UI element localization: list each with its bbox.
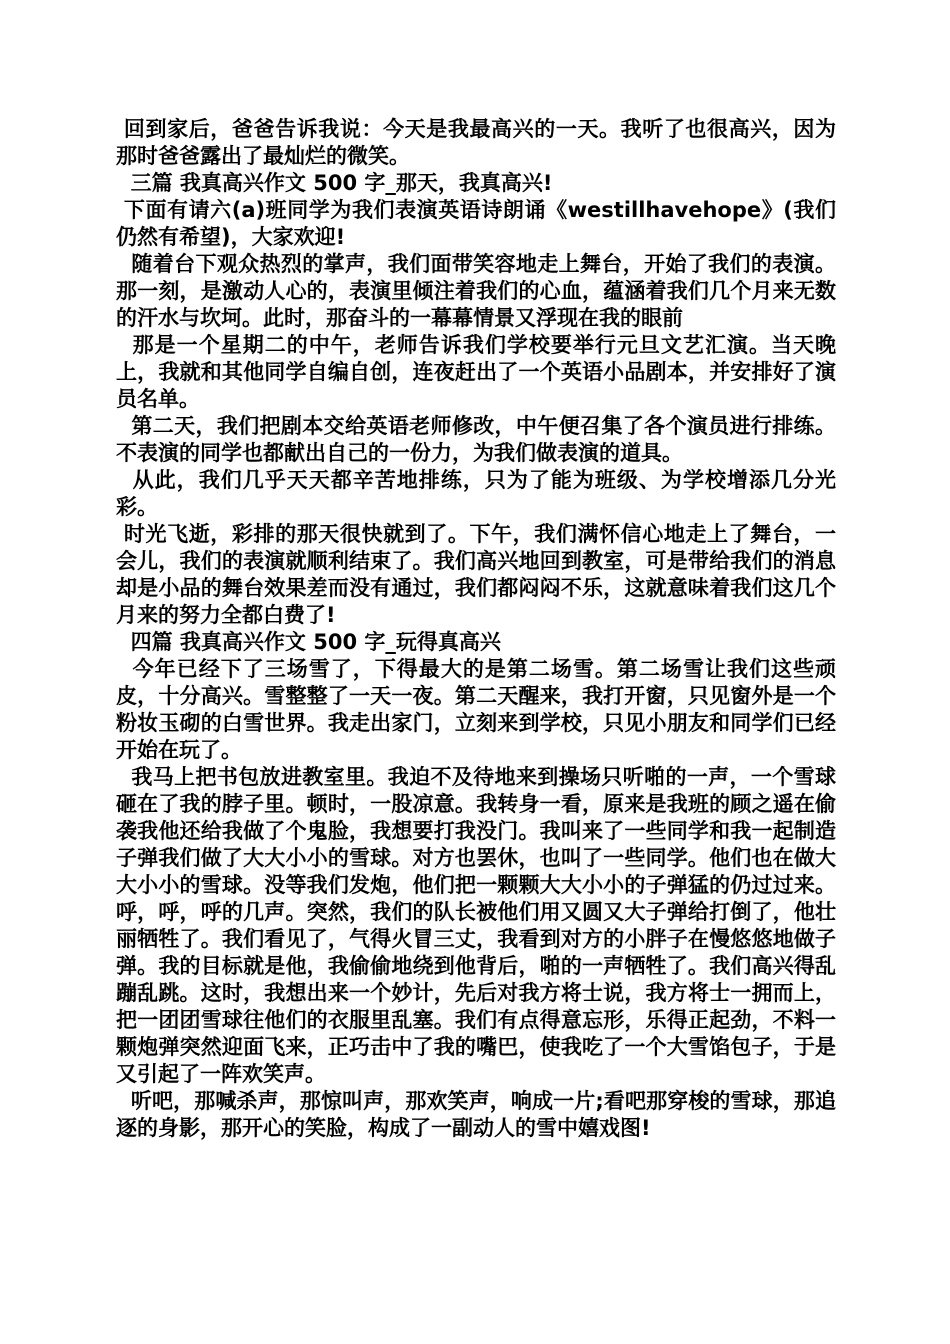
paragraph-7: 时光飞逝，彩排的那天很快就到了。下午，我们满怀信心地走上了舞台，一会儿，我们的表演就顺利结束了。我们高兴地回到教室，可是带给我们的消息却是小品的舞台效果差而没有通过，我们都闷闷不乐，这就意味着我们这几个月来的努力全都白费了! (116, 522, 837, 627)
section-heading-4: 四篇 我真高兴作文 500 字_玩得真高兴 (116, 630, 501, 654)
paragraph-2: 下面有请六(a)班同学为我们表演英语诗朗诵《westillhavehope》(我们仍然有希望)，大家欢迎! (116, 198, 836, 249)
paragraph-4: 那是一个星期二的中午，老师告诉我们学校要举行元旦文艺汇演。当天晚上，我就和其他同学自编自创，连夜赶出了一个英语小品剧本，并安排好了演员名单。 (116, 333, 837, 411)
paragraph-1: 回到家后，爸爸告诉我说：今天是我最高兴的一天。我听了也很高兴，因为那时爸爸露出了最灿烂的微笑。 (116, 117, 837, 168)
paragraph-5: 第二天，我们把剧本交给英语老师修改，中午便召集了各个演员进行排练。不表演的同学也都献出自己的一份力，为我们做表演的道具。 (116, 414, 837, 465)
paragraph-9: 我马上把书包放进教室里。我迫不及待地来到操场只听啪的一声，一个雪球砸在了我的脖子里。顿时，一股凉意。我转身一看，原来是我班的顾之遥在偷袭我他还给我做了个鬼脸，我想要打我没门。我叫来了一些同学和我一起制造子弹我们做了大大小小的雪球。对方也罢休，也叫了一些同学。他们也在做大大小小的雪球。没等我们发炮，他们把一颗颗大大小小的子弹猛的仍过过来。呼，呼，呼的几声。突然，我们的队长被他们用又圆又大子弹给打倒了，他壮丽牺牲了。我们看见了，气得火冒三丈，我看到对方的小胖子在慢悠悠地做子弹。我的目标就是他，我偷偷地绕到他背后，啪的一声牺牲了。我们高兴得乱蹦乱跳。这时，我想出来一个妙计，先后对我方将士说，我方将士一拥而上，把一团团雪球往他们的衣服里乱塞。我们有点得意忘形，乐得正起劲，不料一颗炮弹突然迎面飞来，正巧击中了我的嘴巴，使我吃了一个大雪馅包子，于是又引起了一阵欢笑声。 (116, 765, 837, 1086)
document-page (116, 116, 836, 1142)
paragraph-3: 随着台下观众热烈的掌声，我们面带笑容地走上舞台，开始了我们的表演。那一刻，是激动人心的，表演里倾注着我们的心血，蕴涵着我们几个月来无数的汗水与坎坷。此时，那奋斗的一幕幕情景又浮现在我的眼前 (116, 252, 837, 330)
paragraph-8: 今年已经下了三场雪了，下得最大的是第二场雪。第二场雪让我们这些顽皮，十分高兴。雪整整了一天一夜。第二天醒来，我打开窗，只见窗外是一个粉妆玉砌的白雪世界。我走出家门，立刻来到学校，只见小朋友和同学们已经开始在玩了。 (116, 657, 837, 762)
paragraph-10: 听吧，那喊杀声，那惊叫声，那欢笑声，响成一片;看吧那穿梭的雪球，那追逐的身影，那开心的笑脸，构成了一副动人的雪中嬉戏图! (116, 1089, 836, 1140)
paragraph-6: 从此，我们几乎天天都辛苦地排练，只为了能为班级、为学校增添几分光彩。 (116, 468, 837, 519)
section-heading-3: 三篇 我真高兴作文 500 字_那天，我真高兴! (116, 171, 553, 195)
